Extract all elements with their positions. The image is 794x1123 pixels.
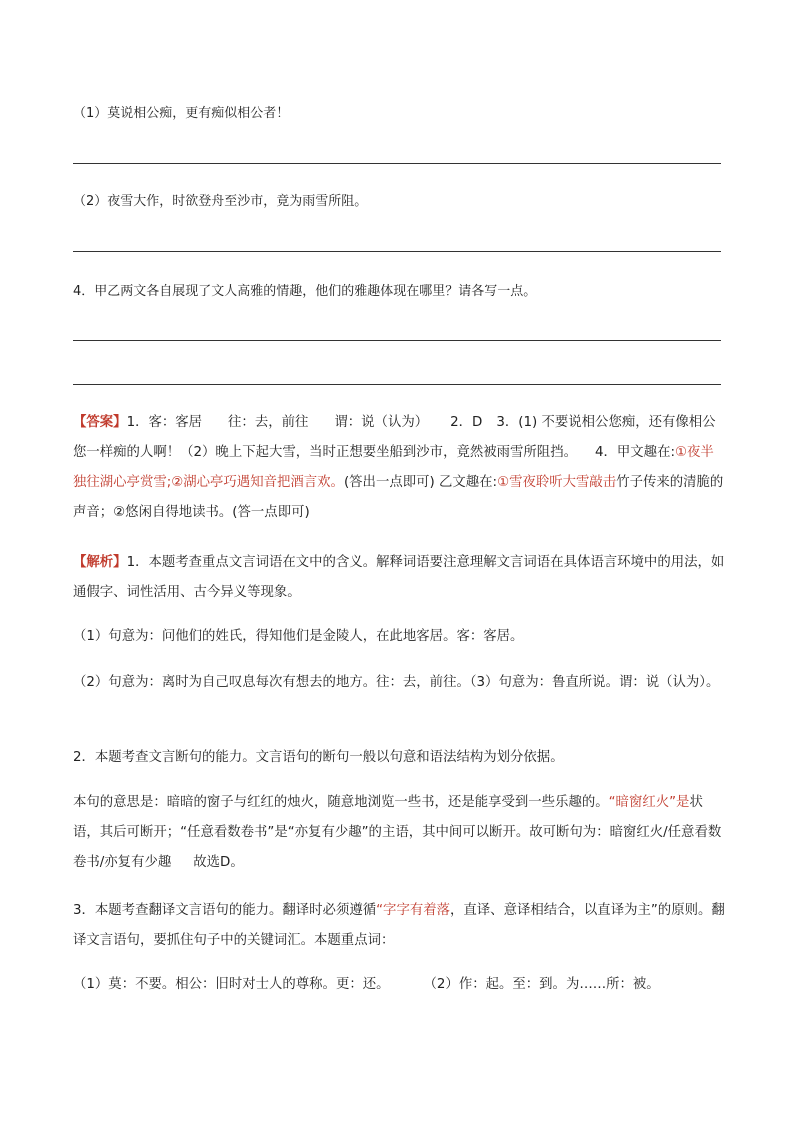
analysis-1-2: （2）句意为：离时为自己叹息每次有想去的地方。往：去，前往。（3）句意为：鲁直所说。谓：说（认为）。	[73, 675, 720, 690]
question-3-1: （1）莫说相公痴，更有痴似相公者！	[73, 106, 290, 121]
answer-4-yi: 竹子传来的清脆的声音；②悠闲自得地读书。(答一点即可)	[73, 475, 724, 520]
analysis-2-c: 故选D。	[193, 855, 244, 870]
answer-1-c: 谓：说（认为）	[334, 415, 429, 430]
answer-4-jia-note: (答出一点即可) 乙文趣在:	[343, 475, 498, 490]
answer-4-intro: 4．甲文趣在:	[594, 445, 675, 460]
analysis-3-words-a: （1）莫：不要。相公：旧时对士人的尊称。更：还。	[73, 977, 390, 992]
analysis-3-words	[73, 970, 725, 1000]
question-3-2: （2）夜雪大作，时欲登舟至沙市，竟为雨雪所阻。	[73, 194, 368, 209]
answer-label: 【答案】	[73, 415, 127, 430]
analysis-3-b: ，直译、意译相结合，以直译为主”的原则。翻译文言语句，要抓住句子中的关键词汇。本题重点词：	[73, 903, 725, 948]
analysis-1	[73, 548, 725, 608]
analysis-2-detail	[73, 788, 725, 878]
answer-1-b: 往：去，前往	[228, 415, 309, 430]
analysis-1-1: （1）句意为：问他们的姓氏，得知他们是金陵人，在此地客居。客：客居。	[73, 629, 524, 644]
answer-4-jia: ①夜半独往湖心亭赏雪;②湖心亭巧遇知音把酒言欢。	[73, 445, 714, 490]
answer-4-yi-highlight: ①雪夜聆听大雪敲击	[497, 475, 617, 490]
analysis-3-words-b: （2）作：起。至：到。为……所：被。	[423, 977, 660, 992]
answer-1-a: 1．客：客居	[126, 415, 203, 430]
answer-2: 2．D	[450, 415, 483, 430]
answer-3: 3．(1) 不要说相公您痴，还有像相公您一样痴的人啊！（2）晚上下起大雪，当时正想要坐船到沙市，竟然被雨雪所阻挡。	[73, 415, 716, 460]
answer-line	[73, 251, 721, 252]
answer-line	[73, 163, 721, 164]
analysis-2-b: 状语，其后可断开；“任意看数卷书”是“亦复有少趣”的主语，其中间可以断开。故可断句为：暗窗红火/任意看数卷书/亦复有少趣	[73, 795, 722, 870]
analysis-label: 【解析】	[73, 555, 127, 570]
answer-line	[73, 384, 721, 385]
analysis-2: 2．本题考查文言断句的能力。文言语句的断句一般以句意和语法结构为划分依据。	[73, 750, 564, 765]
analysis-1-text: 1．本题考查重点文言词语在文中的含义。解释词语要注意理解文言词语在具体语言环境中的用法，如通假字、词性活用、古今异义等现象。	[73, 555, 725, 600]
analysis-3-a: 3．本题考查翻译文言语句的能力。翻译时必须遵循	[73, 903, 377, 918]
answer-line	[73, 340, 721, 341]
analysis-2-highlight: “暗窗红火”是	[608, 795, 690, 810]
question-4: 4．甲乙两文各自展现了文人高雅的情趣，他们的雅趣体现在哪里？请各写一点。	[73, 284, 537, 299]
answer-block	[73, 408, 725, 528]
analysis-2-a: 本句的意思是：暗暗的窗子与红红的烛火，随意地浏览一些书，还是能享受到一些乐趣的。	[73, 795, 609, 810]
analysis-3	[73, 896, 725, 956]
analysis-3-highlight: “字字有着落	[376, 903, 451, 918]
